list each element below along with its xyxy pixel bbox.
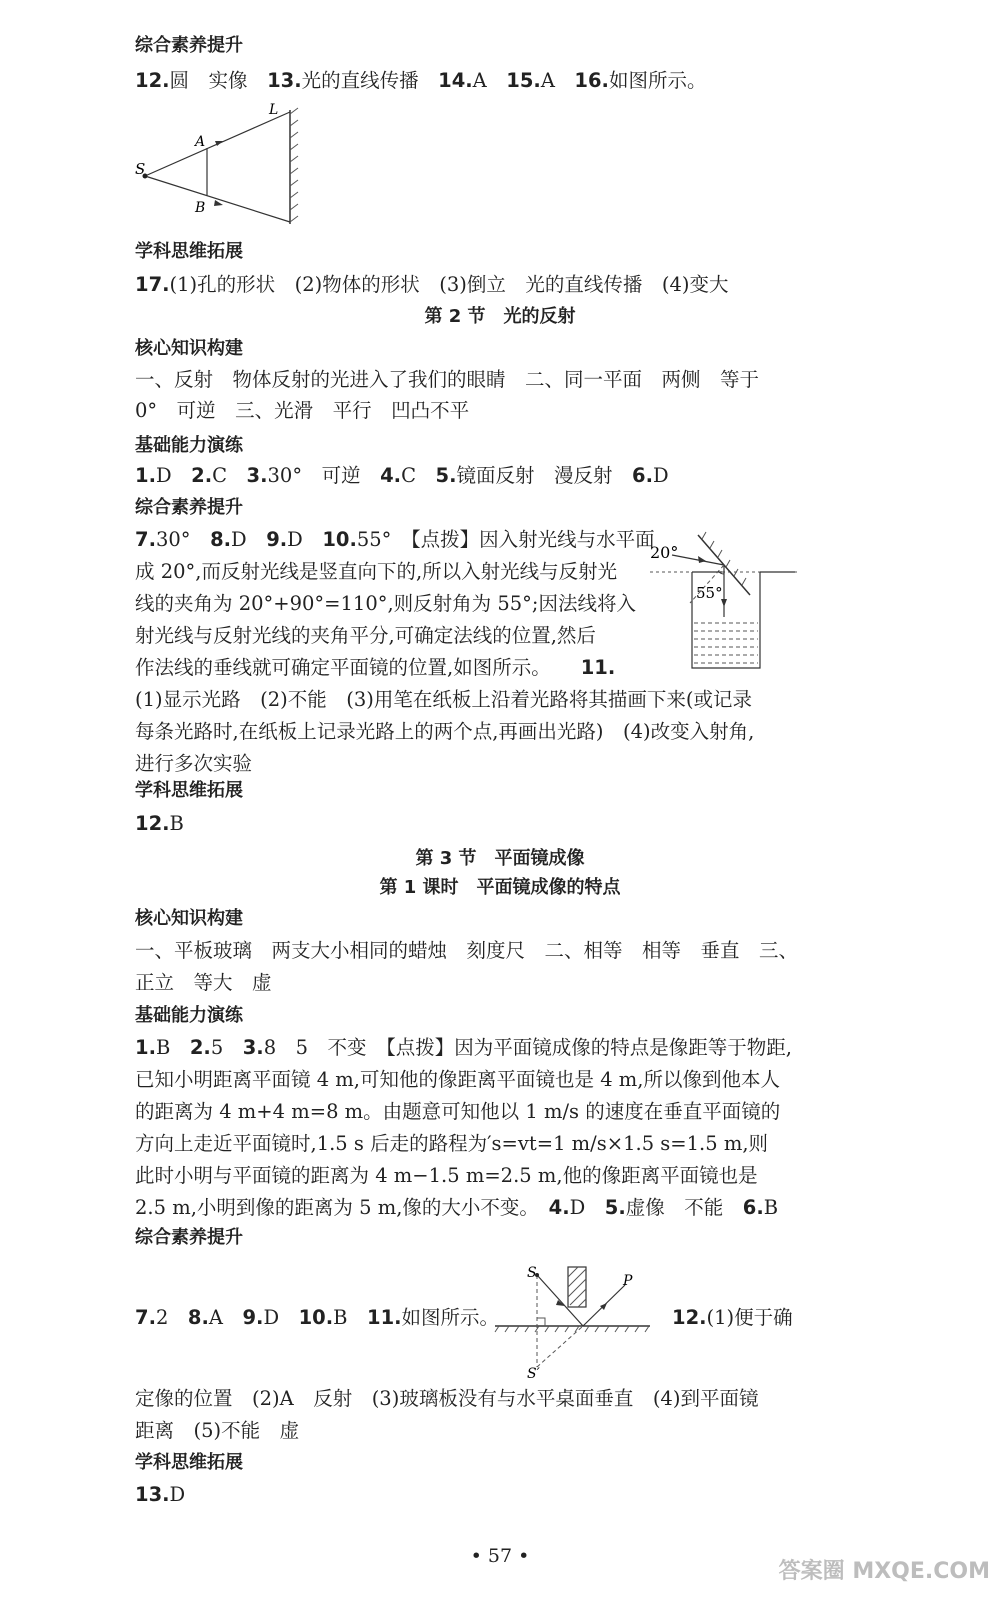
answer-line: 一、平板玻璃 两支大小相同的蜡烛 刻度尺 二、相等 相等 垂直 三、 <box>135 939 799 962</box>
answer-line: 线的夹角为 20°+90°=110°,则反射角为 55°;因法线将入 <box>135 592 637 615</box>
section-heading: 学科思维拓展 <box>135 241 243 262</box>
answer-line: 12.(1)便于确 <box>672 1306 793 1329</box>
answer-line: (1)显示光路 (2)不能 (3)用笔在纸板上沿着光路将其描画下来(或记录 <box>135 688 752 711</box>
answer-line: 作法线的垂线就可确定平面镜的位置,如图所示。 11. <box>135 656 616 679</box>
section-heading: 综合素养提升 <box>135 1227 243 1248</box>
section-title: 第 3 节 平面镜成像 <box>415 848 585 869</box>
page-number: • 57 • <box>470 1545 530 1567</box>
answer-line: 2.5 m,小明到像的距离为 5 m,像的大小不变。 4.D 5.虚像 不能 6.B <box>135 1196 779 1219</box>
section-heading: 综合素养提升 <box>135 35 243 56</box>
answer-line: 7.30° 8.D 9.D 10.55° 【点拨】因入射光线与水平面 <box>135 528 655 551</box>
answer-line: 此时小明与平面镜的距离为 4 m−1.5 m=2.5 m,他的像距离平面镜也是 <box>135 1164 758 1187</box>
answer-line: 成 20°,而反射光线是竖直向下的,所以入射光线与反射光 <box>135 560 618 583</box>
watermark: 答案圈 MXQE.COM <box>778 1559 990 1584</box>
point-b-label: B <box>195 200 206 216</box>
answer-line: 7.2 8.A 9.D 10.B 11.如图所示。 <box>135 1306 500 1329</box>
answer-line: 的距离为 4 m+4 m=8 m。由题意可知他以 1 m/s 的速度在垂直平面镜的 <box>135 1100 781 1123</box>
answer-line: 距离 (5)不能 虚 <box>135 1419 300 1442</box>
point-a-label: A <box>195 134 206 150</box>
plane-mirror-diagram <box>495 1255 655 1380</box>
answer-line: 射光线与反射光线的夹角平分,可确定法线的位置,然后 <box>135 624 596 647</box>
answer-line: 0° 可逆 三、光滑 平行 凹凸不平 <box>135 399 470 422</box>
answer-line: 12.圆 实像 13.光的直线传播 14.A 15.A 16.如图所示。 <box>135 69 707 92</box>
answer-line: 1.D 2.C 3.30° 可逆 4.C 5.镜面反射 漫反射 6.D <box>135 464 669 487</box>
section-heading: 学科思维拓展 <box>135 1452 243 1473</box>
section-title: 第 2 节 光的反射 <box>424 306 576 327</box>
reflection-diagram <box>650 525 800 675</box>
answer-line: 正立 等大 虚 <box>135 971 272 994</box>
image-s-prime-label: S′ <box>527 1366 540 1382</box>
section-heading: 基础能力演练 <box>135 1005 243 1026</box>
point-s-label: S <box>135 160 146 178</box>
answer-line: 一、反射 物体反射的光进入了我们的眼睛 二、同一平面 两侧 等于 <box>135 368 760 391</box>
section-heading: 核心知识构建 <box>135 908 243 929</box>
angle-20-label: 20° <box>650 543 679 562</box>
lesson-title: 第 1 课时 平面镜成像的特点 <box>379 877 621 898</box>
answer-line: 12.B <box>135 812 184 835</box>
shadow-diagram <box>135 100 305 230</box>
source-s-label: S <box>527 1265 537 1281</box>
section-heading: 学科思维拓展 <box>135 780 243 801</box>
answer-line: 进行多次实验 <box>135 752 253 775</box>
point-p-label: P <box>623 1273 633 1289</box>
answer-line: 17.(1)孔的形状 (2)物体的形状 (3)倒立 光的直线传播 (4)变大 <box>135 273 729 296</box>
section-heading: 基础能力演练 <box>135 435 243 456</box>
answer-line: 方向上走近平面镜时,1.5 s 后走的路程为′s=vt=1 m/s×1.5 s=1.5 m,则 <box>135 1132 769 1155</box>
answer-line: 13.D <box>135 1483 186 1506</box>
answer-line: 已知小明距离平面镜 4 m,可知他的像距离平面镜也是 4 m,所以像到他本人 <box>135 1068 780 1091</box>
answer-line: 1.B 2.5 3.8 5 不变 【点拨】因为平面镜成像的特点是像距等于物距, <box>135 1036 792 1059</box>
section-heading: 综合素养提升 <box>135 497 243 518</box>
section-heading: 核心知识构建 <box>135 338 243 359</box>
point-l-label: L <box>269 102 279 118</box>
answer-line: 每条光路时,在纸板上记录光路上的两个点,再画出光路) (4)改变入射角, <box>135 720 755 743</box>
answer-line: 定像的位置 (2)A 反射 (3)玻璃板没有与水平桌面垂直 (4)到平面镜 <box>135 1387 759 1410</box>
angle-55-label: 55° <box>696 584 723 602</box>
